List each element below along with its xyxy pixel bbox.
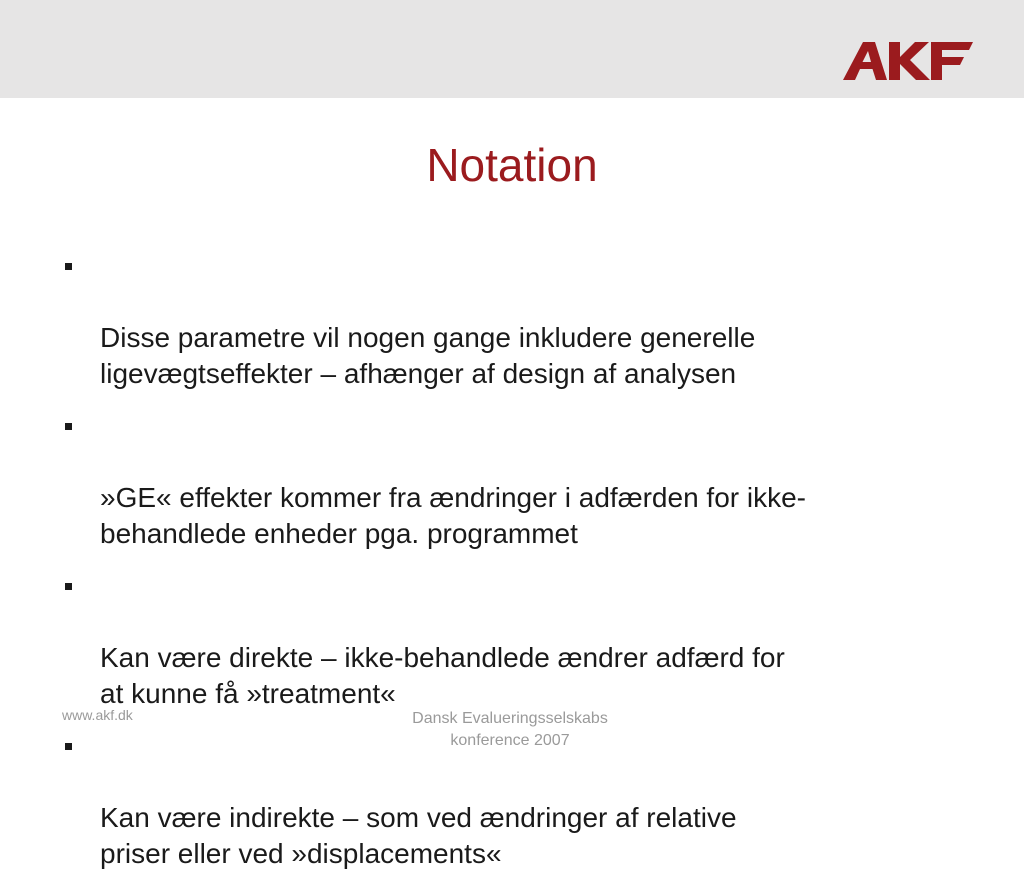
- footer-url: www.akf.dk: [62, 707, 133, 723]
- square-bullet-icon: [65, 263, 72, 270]
- akf-logo: [843, 42, 973, 80]
- square-bullet-icon: [65, 423, 72, 430]
- bullet-list: [62, 248, 972, 888]
- list-item: [62, 248, 972, 392]
- square-bullet-icon: [65, 583, 72, 590]
- list-item: [62, 408, 972, 552]
- slide-title: Notation: [426, 139, 598, 191]
- footer-event: Dansk Evalueringsselskabs konference 2007: [412, 710, 608, 749]
- list-item: [62, 568, 972, 712]
- bullet-text: Kan være indirekte – som ved ændringer af relative priser eller ved »displacements«: [100, 802, 737, 869]
- header-band: [0, 0, 1024, 98]
- square-bullet-icon: [65, 743, 72, 750]
- bullet-text: »GE« effekter kommer fra ændringer i adfærden for ikke- behandlede enheder pga. programmet: [100, 482, 807, 549]
- bullet-text: Disse parametre vil nogen gange inkludere generelle ligevægtseffekter – afhænger af design af analysen: [100, 322, 756, 389]
- bullet-text: Kan være direkte – ikke-behandlede ændrer adfærd for at kunne få »treatment«: [100, 642, 785, 709]
